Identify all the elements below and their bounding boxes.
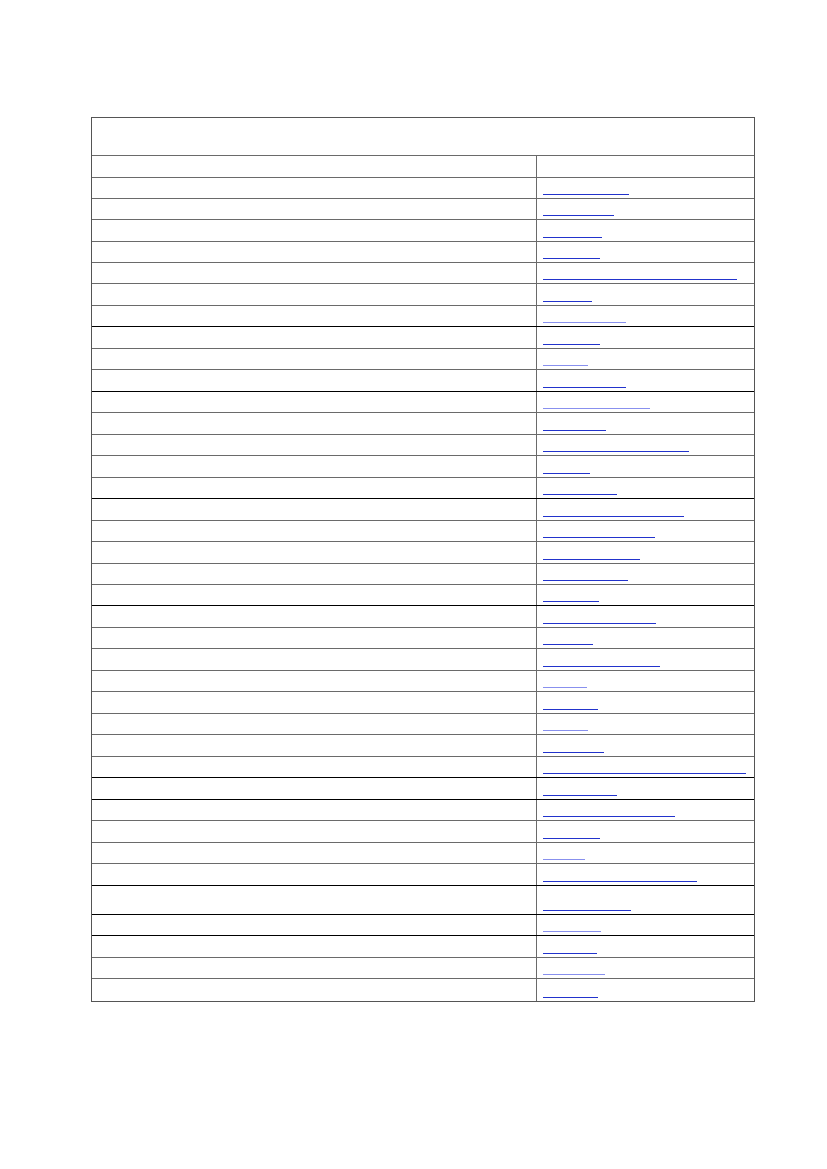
row-label-cell [92, 306, 537, 326]
row-link-cell [537, 843, 754, 863]
row-link-cell [537, 263, 754, 283]
table-row [92, 649, 754, 671]
table-row [92, 178, 754, 199]
table-row [92, 800, 754, 821]
row-link-cell [537, 671, 754, 691]
row-label-cell [92, 958, 537, 978]
row-hyperlink[interactable] [543, 601, 599, 602]
row-link-cell [537, 606, 754, 627]
row-link-cell [537, 714, 754, 734]
table-row [92, 242, 754, 263]
row-label-cell [92, 284, 537, 305]
row-link-cell [537, 821, 754, 842]
row-hyperlink[interactable] [543, 516, 684, 517]
row-link-cell [537, 649, 754, 670]
table-row [92, 220, 754, 242]
row-hyperlink[interactable] [543, 365, 588, 366]
row-hyperlink[interactable] [543, 580, 628, 581]
row-hyperlink[interactable] [543, 430, 606, 431]
row-label-cell [92, 349, 537, 369]
table-row [92, 478, 754, 499]
row-label-cell [92, 692, 537, 713]
row-hyperlink[interactable] [543, 644, 593, 645]
row-label-cell [92, 478, 537, 498]
row-link-cell [537, 735, 754, 756]
row-hyperlink[interactable] [543, 194, 629, 195]
row-hyperlink[interactable] [543, 838, 600, 839]
table-row [92, 349, 754, 370]
table-header-row [92, 156, 754, 178]
row-hyperlink[interactable] [543, 322, 626, 323]
row-hyperlink[interactable] [543, 709, 598, 710]
row-link-cell [537, 864, 754, 885]
table-row [92, 284, 754, 306]
table-title-row [92, 118, 754, 156]
row-hyperlink[interactable] [543, 816, 675, 817]
table-row [92, 456, 754, 478]
header-cell-right [537, 156, 754, 177]
table-row [92, 735, 754, 757]
row-link-cell [537, 564, 754, 584]
row-hyperlink[interactable] [543, 730, 588, 731]
row-hyperlink[interactable] [543, 301, 592, 302]
row-link-cell [537, 306, 754, 326]
row-label-cell [92, 606, 537, 627]
row-label-cell [92, 864, 537, 885]
row-label-cell [92, 199, 537, 219]
row-link-cell [537, 979, 754, 1001]
row-link-cell [537, 478, 754, 498]
row-label-cell [92, 263, 537, 283]
table-row [92, 564, 754, 585]
table-row [92, 671, 754, 692]
row-hyperlink[interactable] [543, 559, 640, 560]
row-link-cell [537, 220, 754, 241]
row-link-cell [537, 886, 754, 914]
row-link-cell [537, 585, 754, 605]
row-hyperlink[interactable] [543, 494, 617, 495]
table-row [92, 521, 754, 542]
row-label-cell [92, 370, 537, 391]
row-link-cell [537, 778, 754, 799]
row-hyperlink[interactable] [543, 623, 656, 624]
table-row [92, 915, 754, 936]
row-hyperlink[interactable] [543, 931, 601, 932]
table-row [92, 692, 754, 714]
row-link-cell [537, 370, 754, 391]
table-row [92, 628, 754, 649]
table-row [92, 606, 754, 628]
row-link-cell [537, 915, 754, 935]
row-label-cell [92, 542, 537, 563]
row-label-cell [92, 821, 537, 842]
row-link-cell [537, 349, 754, 369]
row-hyperlink[interactable] [543, 953, 597, 954]
row-label-cell [92, 800, 537, 820]
table-row [92, 413, 754, 435]
row-link-cell [537, 692, 754, 713]
row-link-cell [537, 456, 754, 477]
row-hyperlink[interactable] [543, 997, 598, 998]
table-row [92, 263, 754, 284]
table-row [92, 886, 754, 915]
row-hyperlink[interactable] [543, 258, 600, 259]
table-row [92, 936, 754, 958]
row-label-cell [92, 886, 537, 914]
row-link-cell [537, 199, 754, 219]
row-hyperlink[interactable] [543, 537, 655, 538]
row-label-cell [92, 499, 537, 520]
row-label-cell [92, 735, 537, 756]
table-row [92, 958, 754, 979]
table-row [92, 864, 754, 886]
row-hyperlink[interactable] [543, 237, 602, 238]
row-hyperlink[interactable] [543, 215, 614, 216]
row-label-cell [92, 757, 537, 777]
row-hyperlink[interactable] [543, 279, 737, 280]
row-hyperlink[interactable] [543, 974, 605, 975]
row-link-cell [537, 413, 754, 434]
table-row [92, 327, 754, 349]
table-row [92, 435, 754, 456]
row-link-cell [537, 521, 754, 541]
row-label-cell [92, 843, 537, 863]
row-label-cell [92, 242, 537, 262]
row-label-cell [92, 220, 537, 241]
table-row [92, 370, 754, 392]
table-row [92, 821, 754, 843]
row-hyperlink[interactable] [543, 859, 585, 860]
row-link-cell [537, 327, 754, 348]
row-hyperlink[interactable] [543, 752, 604, 753]
table-body [92, 156, 754, 1001]
row-label-cell [92, 714, 537, 734]
row-label-cell [92, 178, 537, 198]
document-table [91, 117, 755, 1002]
row-label-cell [92, 413, 537, 434]
table-row [92, 392, 754, 413]
row-label-cell [92, 456, 537, 477]
row-label-cell [92, 936, 537, 957]
row-hyperlink[interactable] [543, 795, 617, 796]
row-link-cell [537, 958, 754, 978]
table-row [92, 843, 754, 864]
row-hyperlink[interactable] [543, 773, 746, 774]
row-link-cell [537, 757, 754, 777]
row-link-cell [537, 542, 754, 563]
row-label-cell [92, 915, 537, 935]
row-label-cell [92, 649, 537, 670]
table-row [92, 306, 754, 327]
row-label-cell [92, 628, 537, 648]
row-hyperlink[interactable] [543, 408, 650, 409]
table-row [92, 778, 754, 800]
row-label-cell [92, 327, 537, 348]
row-link-cell [537, 242, 754, 262]
row-label-cell [92, 521, 537, 541]
row-hyperlink[interactable] [543, 473, 590, 474]
row-link-cell [537, 936, 754, 957]
row-link-cell [537, 435, 754, 455]
row-link-cell [537, 392, 754, 412]
row-hyperlink[interactable] [543, 687, 587, 688]
table-row [92, 714, 754, 735]
row-label-cell [92, 392, 537, 412]
row-hyperlink[interactable] [543, 910, 631, 911]
row-link-cell [537, 800, 754, 820]
row-link-cell [537, 178, 754, 198]
row-label-cell [92, 778, 537, 799]
table-row [92, 979, 754, 1001]
table-row [92, 585, 754, 606]
table-row [92, 499, 754, 521]
row-link-cell [537, 628, 754, 648]
table-row [92, 199, 754, 220]
row-label-cell [92, 585, 537, 605]
row-link-cell [537, 284, 754, 305]
table-row [92, 542, 754, 564]
row-hyperlink[interactable] [543, 344, 600, 345]
row-label-cell [92, 979, 537, 1001]
header-cell-left [92, 156, 537, 177]
row-link-cell [537, 499, 754, 520]
row-label-cell [92, 564, 537, 584]
row-hyperlink[interactable] [543, 666, 660, 667]
row-hyperlink[interactable] [543, 881, 697, 882]
table-row [92, 757, 754, 778]
row-label-cell [92, 671, 537, 691]
row-label-cell [92, 435, 537, 455]
row-hyperlink[interactable] [543, 451, 689, 452]
row-hyperlink[interactable] [543, 387, 626, 388]
